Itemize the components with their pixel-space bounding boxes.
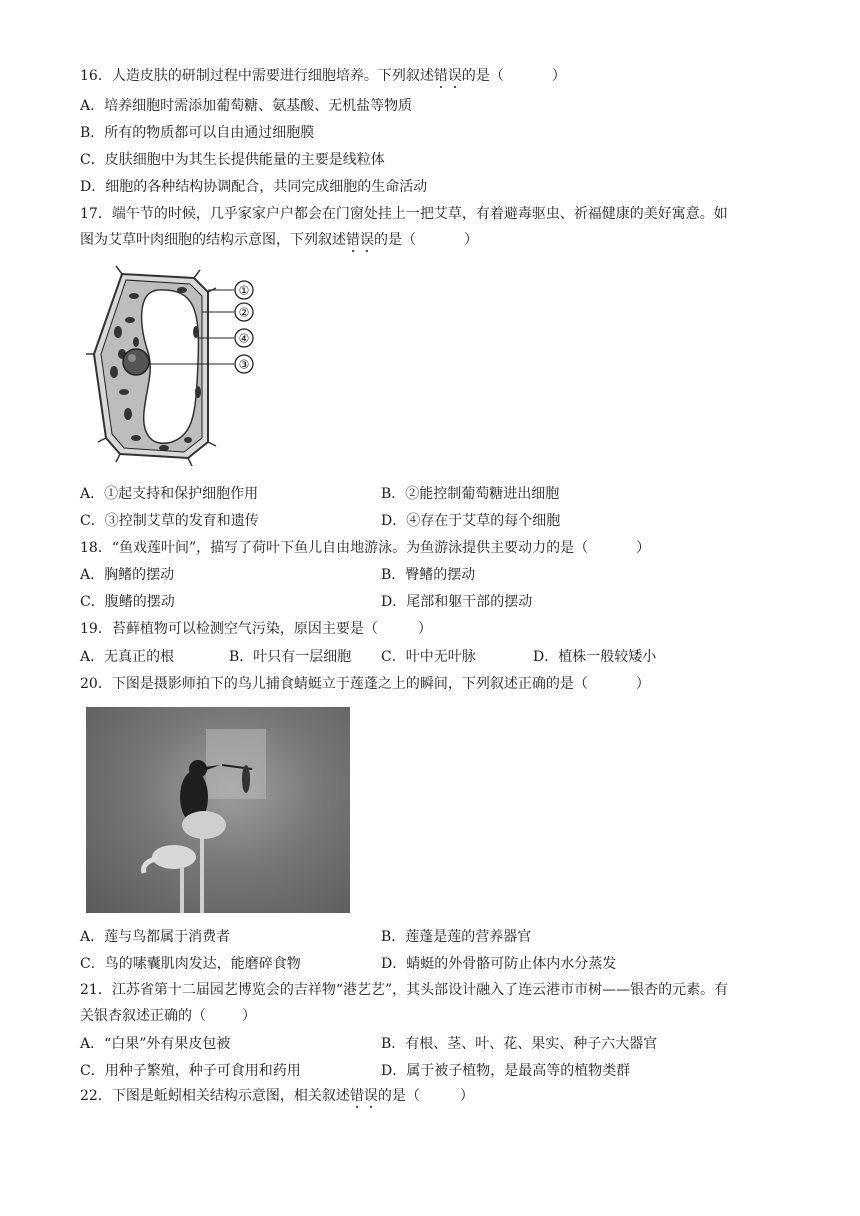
q19-option-d: D．植株一般较矮小 — [533, 649, 657, 665]
q16-option-b: B．所有的物质都可以自由通过细胞膜 — [80, 125, 315, 141]
q17-option-c: C．③控制艾草的发育和遗传 — [80, 513, 259, 529]
q17-option-b: B．②能控制葡萄糖进出细胞 — [381, 486, 560, 502]
q22-stem: 22．下图是蚯蚓相关结构示意图，相关叙述错误的是（ ） — [80, 1088, 474, 1104]
q21-option-d: D．属于被子植物，是最高等的植物类群 — [381, 1063, 631, 1079]
q19-option-c: C．叶中无叶脉 — [381, 649, 476, 665]
q16-option-d: D．细胞的各种结构协调配合，共同完成细胞的生命活动 — [80, 179, 428, 195]
plant-cell-diagram — [84, 262, 274, 466]
q20-option-d: D．蜻蜓的外骨骼可防止体内水分蒸发 — [381, 956, 617, 972]
q16-option-a: A．培养细胞时需添加葡萄糖、氨基酸、无机盐等物质 — [80, 98, 413, 114]
q21-option-a: A．“白果”外有果皮包被 — [80, 1036, 231, 1052]
emphasis-char: 错 — [433, 68, 448, 84]
q18-option-c: C．腹鳍的摆动 — [80, 594, 175, 610]
q19-stem: 19．苔藓植物可以检测空气污染，原因主要是（ ） — [80, 621, 432, 637]
emphasis-char: 误 — [360, 232, 374, 248]
emphasis-char: 误 — [447, 68, 462, 84]
q17-option-a: A．①起支持和保护细胞作用 — [80, 486, 259, 502]
q17-stem-line2: 图为艾草叶肉细胞的结构示意图，下列叙述错误的是（ ） — [80, 232, 478, 248]
q21-option-b: B．有根、茎、叶、花、果实、种子六大器官 — [381, 1036, 658, 1052]
q20-option-a: A．莲与鸟都属于消费者 — [80, 929, 231, 945]
q20-option-c: C．鸟的嗉囊肌肉发达，能磨碎食物 — [80, 956, 301, 972]
q20-stem: 20．下图是摄影师拍下的鸟儿捕食蜻蜓立于莲蓬之上的瞬间，下列叙述正确的是（ ） — [80, 676, 650, 692]
nucleus — [123, 349, 149, 375]
q21-option-c: C．用种子繁殖，种子可食用和药用 — [80, 1063, 301, 1079]
q19-option-a: A．无真正的根 — [80, 649, 175, 665]
label-1: ① — [238, 283, 250, 298]
q20-option-b: B．莲蓬是莲的营养器官 — [381, 929, 532, 945]
label-4: ④ — [238, 331, 250, 346]
q18-option-b: B．臀鳍的摆动 — [381, 567, 476, 583]
q21-stem-line2: 关银杏叙述正确的（ ） — [80, 1008, 256, 1024]
q21-stem-line1: 21．江苏省第十二届园艺博览会的吉祥物“港艺艺”，其头部设计融入了连云港市市树——银杏的元素。有 — [80, 982, 729, 998]
q18-stem: 18．“鱼戏莲叶间”，描写了荷叶下鱼儿自由地游泳。为鱼游泳提供主要动力的是（ ） — [80, 540, 651, 556]
vacuole — [142, 290, 199, 443]
q19-option-b: B．叶只有一层细胞 — [229, 649, 352, 665]
q17-stem-line1: 17．端午节的时候，几乎家家户户都会在门窗处挂上一把艾草，有着避毒驱虫、祈福健康的美好寓意。如 — [80, 206, 728, 222]
emphasis-char: 错 — [349, 1088, 364, 1104]
q16-option-c: C．皮肤细胞中为其生长提供能量的主要是线粒体 — [80, 152, 385, 168]
bird-lotus-photo — [86, 707, 350, 913]
label-2: ② — [238, 305, 250, 320]
q16-stem: 16．人造皮肤的研制过程中需要进行细胞培养。下列叙述错误的是（ ） — [80, 68, 566, 84]
emphasis-char: 错 — [346, 232, 360, 248]
q18-option-a: A．胸鳍的摆动 — [80, 567, 175, 583]
label-3: ③ — [238, 357, 250, 372]
q17-option-d: D．④存在于艾草的每个细胞 — [381, 513, 561, 529]
emphasis-char: 误 — [363, 1088, 378, 1104]
q18-option-d: D．尾部和躯干部的摆动 — [381, 594, 533, 610]
